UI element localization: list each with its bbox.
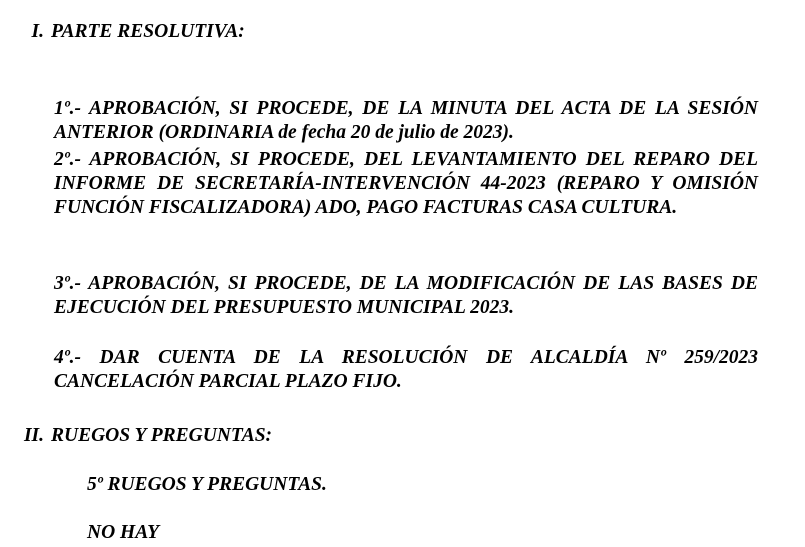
agenda-item-5-note: NO HAY xyxy=(87,522,160,543)
agenda-item-4 xyxy=(54,346,758,394)
agenda-item-5: 5º RUEGOS Y PREGUNTAS. xyxy=(87,474,327,495)
agenda-item-text: 1º.- APROBACIÓN, SI PROCEDE, DE LA MINUTA DEL ACTA DE LA SESIÓN ANTERIOR (ORDINARIA de fecha 20 de julio de 2023). xyxy=(54,98,758,143)
section-heading-ruegos-y-preguntas xyxy=(0,424,272,448)
agenda-item-1 xyxy=(54,97,758,145)
section-numeral: I. xyxy=(31,21,44,42)
section-numeral: II. xyxy=(23,425,44,446)
agenda-item-2 xyxy=(54,148,758,220)
section-title: PARTE RESOLUTIVA: xyxy=(51,21,245,42)
agenda-item-text: 3º.- APROBACIÓN, SI PROCEDE, DE LA MODIFICACIÓN DE LAS BASES DE EJECUCIÓN DEL PRESUPUESTO MUNICIPAL 2023. xyxy=(54,273,758,318)
section-heading-parte-resolutiva xyxy=(0,20,245,44)
agenda-item-text: 2º.- APROBACIÓN, SI PROCEDE, DEL LEVANTAMIENTO DEL REPARO DEL INFORME DE SECRETARÍA-INTERVENCIÓN 44-2023 (REPARO Y OMISIÓN FUNCIÓN FISCALIZADORA) ADO, PAGO FACTURAS CASA CULTURA. xyxy=(54,149,758,218)
agenda-item-3 xyxy=(54,272,758,320)
agenda-item-text: 4º.- DAR CUENTA DE LA RESOLUCIÓN DE ALCALDÍA Nº 259/2023 CANCELACIÓN PARCIAL PLAZO FIJO. xyxy=(54,347,758,392)
section-title: RUEGOS Y PREGUNTAS: xyxy=(51,425,273,446)
